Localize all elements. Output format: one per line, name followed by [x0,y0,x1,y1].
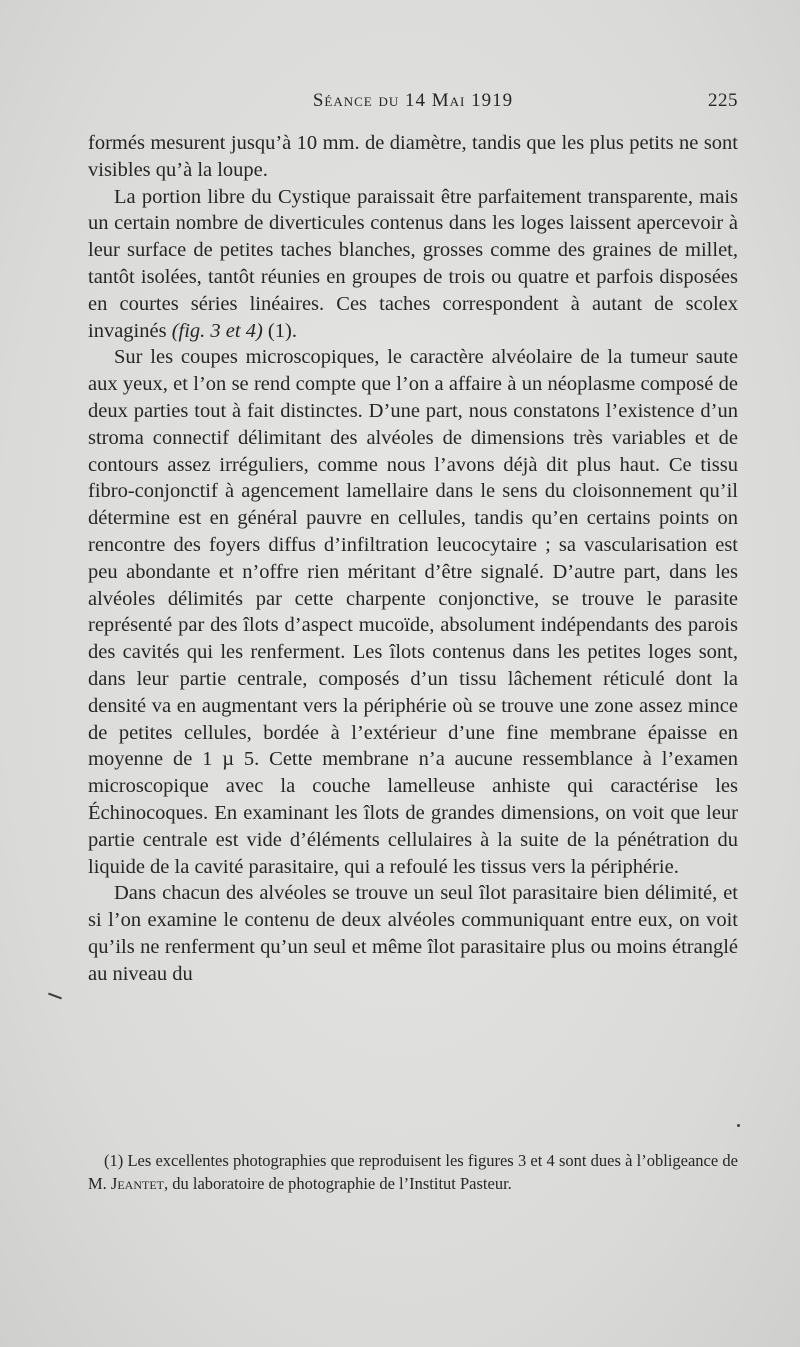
footnote-text [88,1150,738,1195]
paragraph-2 [88,184,738,345]
paragraph-1: formés mesurent jusqu’à 10 mm. de diamètre, tandis que les plus petits ne sont visibles qu’à la loupe. [88,132,738,181]
paragraph-2-text: La portion libre du Cystique paraissait être parfaitement transparente, mais un certain nombre de diverticules contenus dans les loges laissent apercevoir à leur surface de petites taches blanches, grosses comme des graines de millet, tantôt isolées, tantôt réunies en groupes de trois ou quatre et parfois disposées en courtes séries linéaires. Ces taches correspondent à autant de scolex invaginés [88,185,738,342]
footnote-text-b: , du laboratoire de photographie de l’Institut Pasteur. [164,1173,512,1193]
footnote [88,1150,738,1195]
paragraph-3: Sur les coupes microscopiques, le caractère alvéolaire de la tumeur saute aux yeux, et l’on se rend compte que l’on a affaire à un néoplasme composé de deux parties tout à fait distinctes. D’une part, nous constatons l’existence d’un stroma connectif délimitant des alvéoles de dimensions très variables et de contours assez irréguliers, comme nous l’avons déjà dit plus haut. Ce tissu fibro-conjonctif à agencement lamellaire dans le sens du cloisonnement qu’il détermine est en général pauvre en cellules, tandis qu’en certains points on rencontre des foyers diffus d’infiltration leucocytaire ; sa vascularisation est peu abondante et n’offre rien méritant d’être signalé. D’autre part, dans les alvéoles délimités par cette charpente conjonctive, se trouve le parasite représenté par des îlots d’aspect mucoïde, absolument indépendants des parois des cavités qui les renferment. Les îlots contenus dans les petites loges sont, dans leur partie centrale, composés d’un tissu lâchement réticulé dont la densité va en augmentant vers la périphérie où se trouve une zone assez mince de petites cellules, bordée à l’extérieur d’une fine membrane épaisse en moyenne de 1 µ 5. Cette membrane n’a aucune ressemblance à l’examen microscopique avec la couche lamelleuse anhiste qui caractérise les Échinocoques. En examinant les îlots de grandes dimensions, on voit que leur partie centrale est vide d’éléments cellulaires à la suite de la pénétration du liquide de la cavité parasitaire, qui a refoulé les tissus vers la périphérie. [88,346,738,878]
margin-dot [737,1124,740,1127]
figure-reference: (fig. 3 et 4) [171,319,263,342]
running-title: Séance du 14 Mai 1919 [312,90,514,111]
footnote-marker: (1). [267,319,297,342]
page-number: 225 [708,90,738,111]
page-header [88,90,738,118]
footnote-text-a: (1) Les excellentes photographies que reproduisent les figures 3 et 4 sont dues à l’obligeance de M. [88,1151,738,1193]
body-text [88,130,738,988]
footnote-name: Jeantet [110,1173,164,1193]
paragraph-4: Dans chacun des alvéoles se trouve un seul îlot parasitaire bien délimité, et si l’on examine le contenu de deux alvéoles communiquant entre eux, on voit qu’ils ne renferment qu’un seul et même îlot parasitaire plus ou moins étranglé au niveau du [88,882,738,985]
margin-mark [48,993,62,1000]
